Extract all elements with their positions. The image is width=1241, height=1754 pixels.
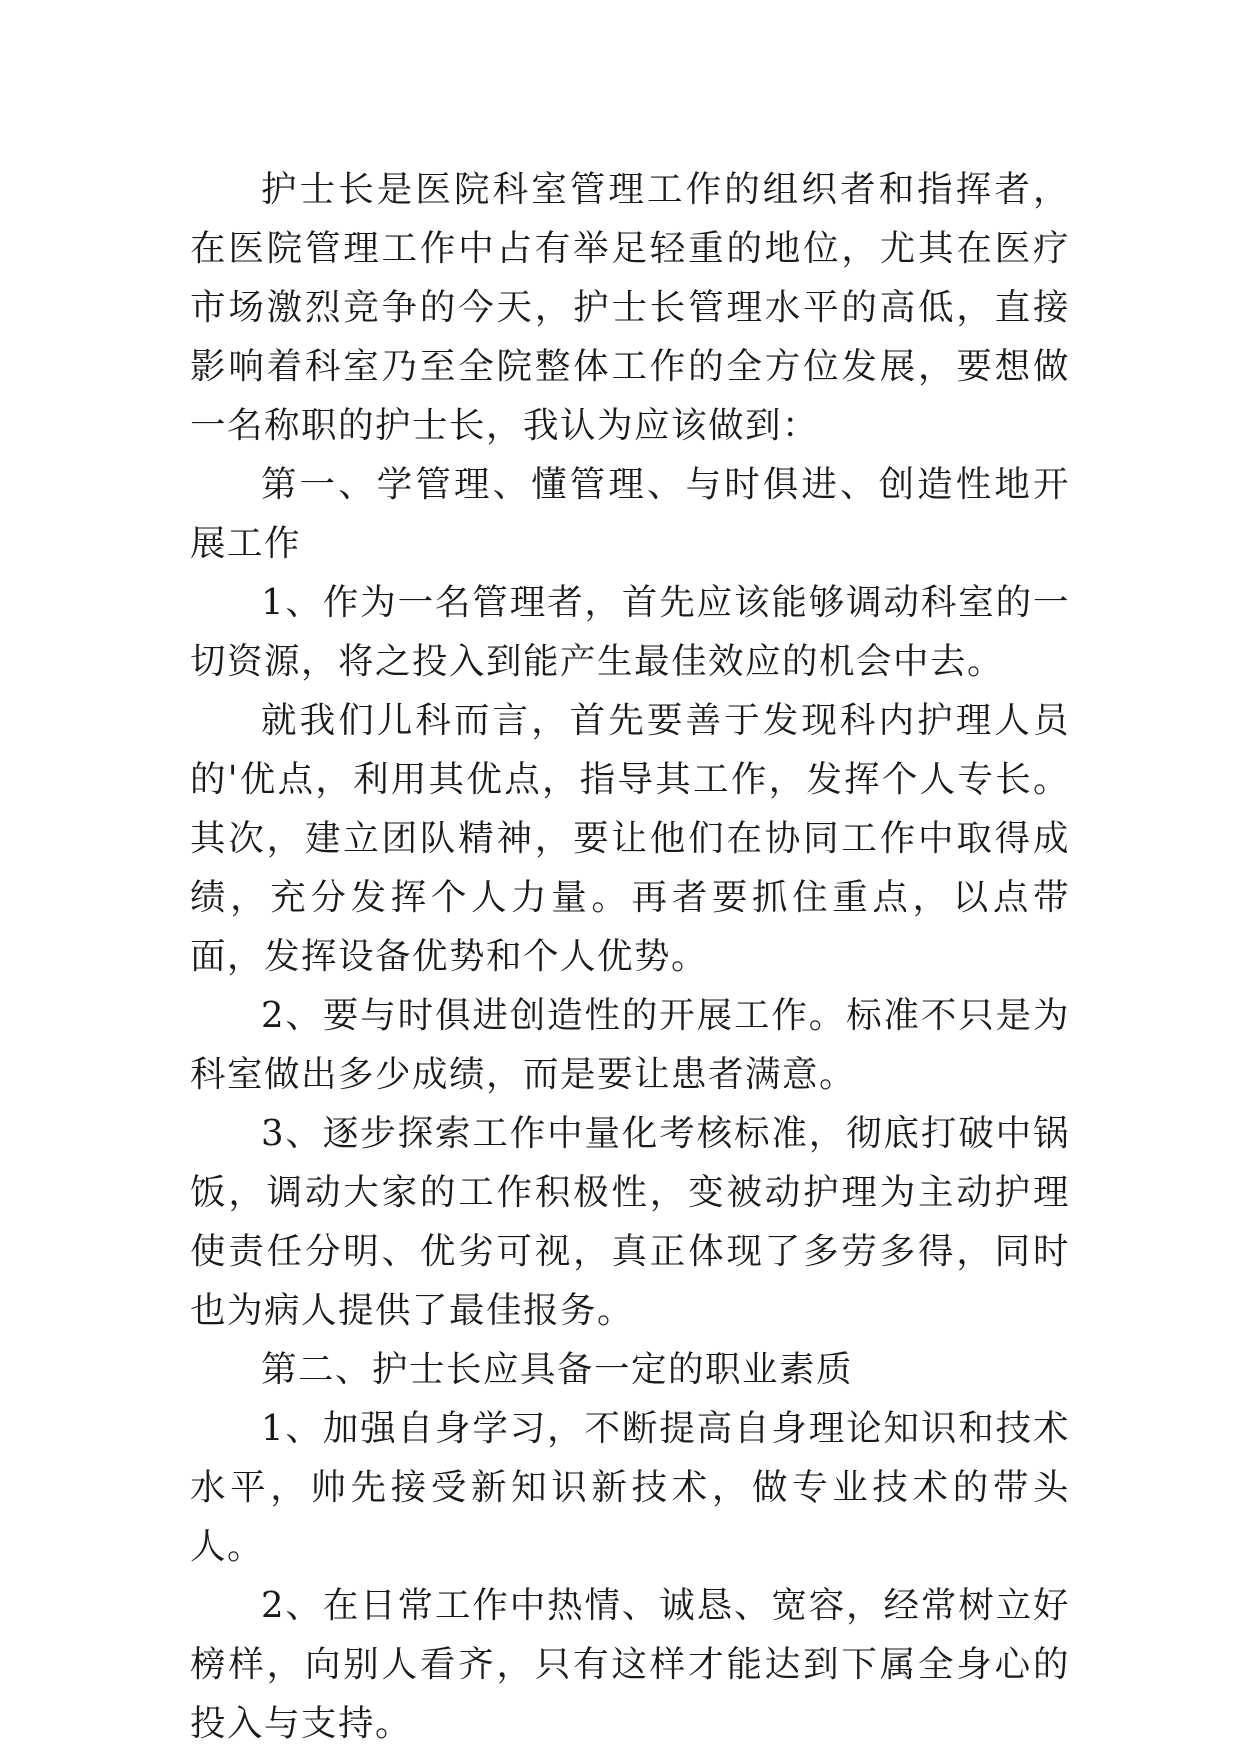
paragraph-intro: 护士长是医院科室管理工作的组织者和指挥者，在医院管理工作中占有举足轻重的地位，尤其在医疗市场激烈竞争的今天，护士长管理水平的高低，直接影响着科室乃至全院整体工作的全方位发展，要想做一名称职的护士长，我认为应该做到： <box>190 169 1070 446</box>
document-body <box>190 160 1070 1753</box>
paragraph-1-3: 3、逐步探索工作中量化考核标准，彻底打破中锅饭，调动大家的工作积极性，变被动护理为主动护理使责任分明、优劣可视，真正体现了多劳多得，同时也为病人提供了最佳报务。 <box>190 1113 1070 1331</box>
paragraph-1-1: 1、作为一名管理者，首先应该能够调动科室的一切资源，将之投入到能产生最佳效应的机会中去。 <box>190 582 1070 682</box>
paragraph-1-1-detail: 就我们儿科而言，首先要善于发现科内护理人员的'优点，利用其优点，指导其工作，发挥个人专长。其次，建立团队精神，要让他们在协同工作中取得成绩，充分发挥个人力量。再者要抓住重点，以点带面，发挥设备优势和个人优势。 <box>190 700 1070 977</box>
paragraph-1-2: 2、要与时俱进创造性的开展工作。标准不只是为科室做出多少成绩，而是要让患者满意。 <box>190 995 1070 1095</box>
section-heading-2: 第二、护士长应具备一定的职业素质 <box>261 1349 854 1390</box>
paragraph-2-1: 1、加强自身学习，不断提高自身理论知识和技术水平，帅先接受新知识新技术，做专业技术的带头人。 <box>190 1408 1070 1567</box>
paragraph-2-2: 2、在日常工作中热情、诚恳、宽容，经常树立好榜样，向别人看齐，只有这样才能达到下属全身心的投入与支持。 <box>190 1585 1070 1744</box>
section-heading-1: 第一、学管理、懂管理、与时俱进、创造性地开展工作 <box>190 464 1070 564</box>
